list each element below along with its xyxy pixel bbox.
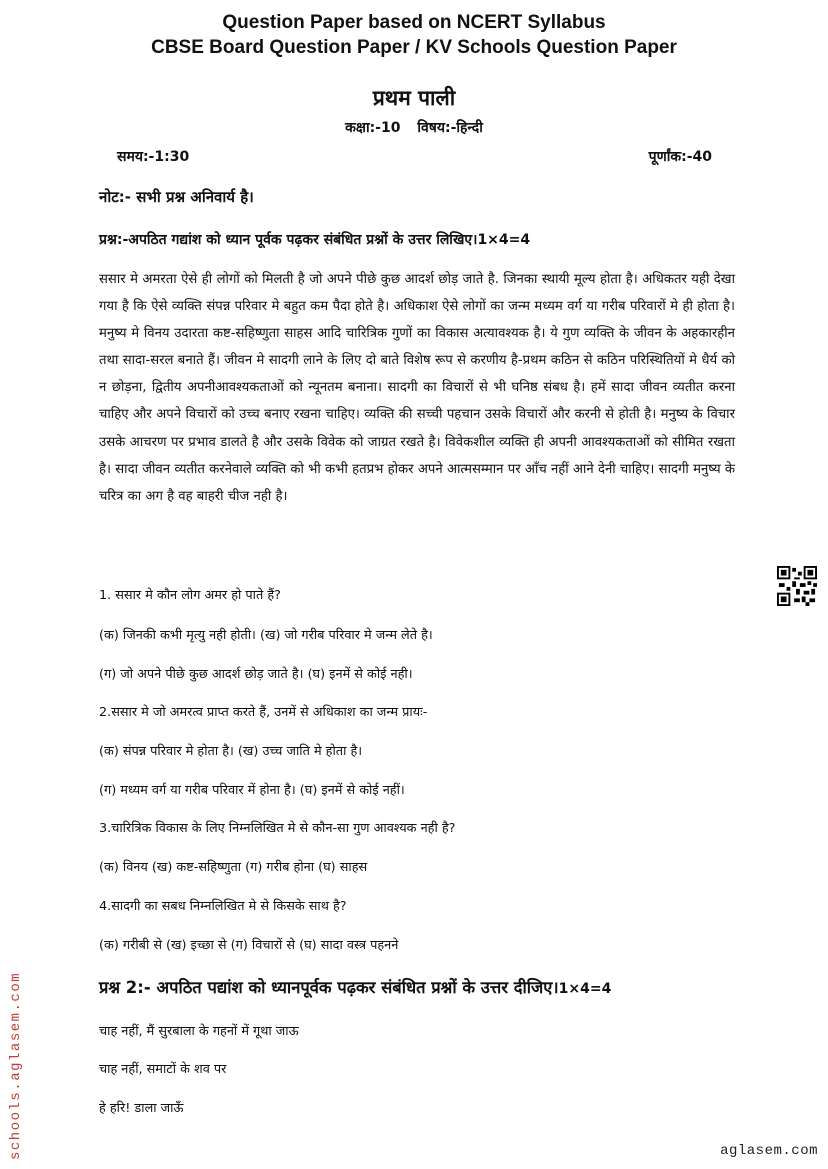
exam-time: समय:-1:30 [117,149,190,165]
exam-total-marks: पूर्णांक:-40 [648,149,712,165]
sub-question-3-options: (क) विनय (ख) कष्ट-सहिष्णुता (ग) गरीब होना (घ) साहस [99,860,368,875]
exam-class: कक्षा:-10 [345,120,401,136]
sub-question-2: 2.ससार मे जो अमरत्व प्राप्त करते हैं, उनमें से अधिकाश का जन्म प्रायः- [99,705,428,720]
sub-question-2-options-b: (ग) मध्यम वर्ग या गरीब परिवार में होना है। (घ) इनमें से कोई नहीं। [99,783,405,798]
header-title: Question Paper based on NCERT Syllabus [222,12,606,33]
exam-class-subject [0,118,828,137]
exam-shift: प्रथम पाली [372,86,456,110]
sub-question-1: 1. ससार मे कौन लोग अमर हो पाते हैं? [99,588,281,603]
poem-line-1: चाह नहीं, मैं सुरबाला के गहनों में गूथा जाऊ [99,1024,299,1039]
header-subtitle: CBSE Board Question Paper / KV Schools Question Paper [151,37,677,58]
unseen-passage: ससार मे अमरता ऐसे ही लोगों को मिलती है जो अपने पीछे कुछ आदर्श छोड़ जाते है. जिनका स्थायी मूल्य होता है। अधिकतर यही देखा गया है कि ऐसे व्यक्ति संपन्न परिवार मे बहुत कम पैदा होते है। अधिकाश ऐसे लोगों का जन्म मध्यम वर्ग या गरीब परिवारों मे ही होता है।मनुष्य मे विनय उदारता कष्ट-सहिष्णुता साहस आदि चारित्रिक गुणों का विकास अत्यावश्यक है। ये गुण व्यक्ति के जीवन के अहकारहीन तथा सादा-सरल बनाते हैं। जीवन मे सादगी लाने के लिए दो बाते विशेष रूप से करणीय है-प्रथम कठिन से कठिन परिस्थितियों मे धैर्य को न छोड़ना, द्वितीय अपनीआवश्यकताओं को न्यूनतम बनाना। सादगी का विचारों से भी घनिष्ठ संबध है। हमें सादा जीवन व्यतीत करना चाहिए और अपने विचारों को उच्च बनाए रखना चाहिए। व्यक्ति की सच्ची पहचान उसके विचारों और करनी से होती है। मनुष्य के विचार उसके आचरण पर प्रभाव डालते है और उसके विवेक को जाग्रत रखते है। विवेकशील व्यक्ति ही अपनी आवश्यकताओं को सीमित रखता है। सादा जीवन व्यतीत करनेवाले व्यक्ति को भी कभी हतप्रभ होकर अपने आत्मसम्मान पर आँच नहीं आने देनी चाहिए। सादगी मनुष्य के चरित्र का अग है वह बाहरी चीज नही है। [99,272,735,504]
sub-question-3: 3.चारित्रिक विकास के लिए निम्नलिखित मे से कौन-सा गुण आवश्यक नही है? [99,821,456,836]
poem-line-3: हे हरि! डाला जाऊँ [99,1101,184,1116]
question-2-heading-text: प्रश्न 2:- अपठित पद्यांश को ध्यानपूर्वक पढ़कर संबंधित प्रश्नों के उत्तर दीजिए। [99,978,559,997]
question-2-heading [99,975,611,998]
footer-watermark: aglasem.com [720,1143,818,1159]
side-watermark: schools.aglasem.com [8,971,24,1160]
general-note: नोट:- सभी प्रश्न अनिवार्य है। [99,188,254,206]
exam-subject: विषय:-हिन्दी [417,120,483,136]
sub-question-1-options-a: (क) जिनकी कभी मृत्यु नही होती। (ख) जो गरीब परिवार मे जन्म लेते है। [99,628,433,643]
sub-question-2-options-a: (क) संपन्न परिवार मे होता है। (ख) उच्च जाति मे होता है। [99,744,363,759]
sub-question-4-options: (क) गरीबी से (ख) इच्छा से (ग) विचारों से (घ) सादा वस्त्र पहनने [99,938,399,953]
poem-line-2: चाह नहीं, समाटों के शव पर [99,1062,227,1077]
qr-code-icon[interactable] [777,566,817,606]
question-2-marks: 1×4=4 [558,981,612,997]
sub-question-4: 4.सादगी का सबध निम्नलिखित मे से किसके साथ है? [99,899,347,914]
sub-question-1-options-b: (ग) जो अपने पीछे कुछ आदर्श छोड़ जाते है। (घ) इनमें से कोई नही। [99,667,413,682]
question-1-heading: प्रश्न:-अपठित गद्यांश को ध्यान पूर्वक पढ़कर संबंधित प्रश्नों के उत्तर लिखिए।1×4=4 [99,232,531,248]
